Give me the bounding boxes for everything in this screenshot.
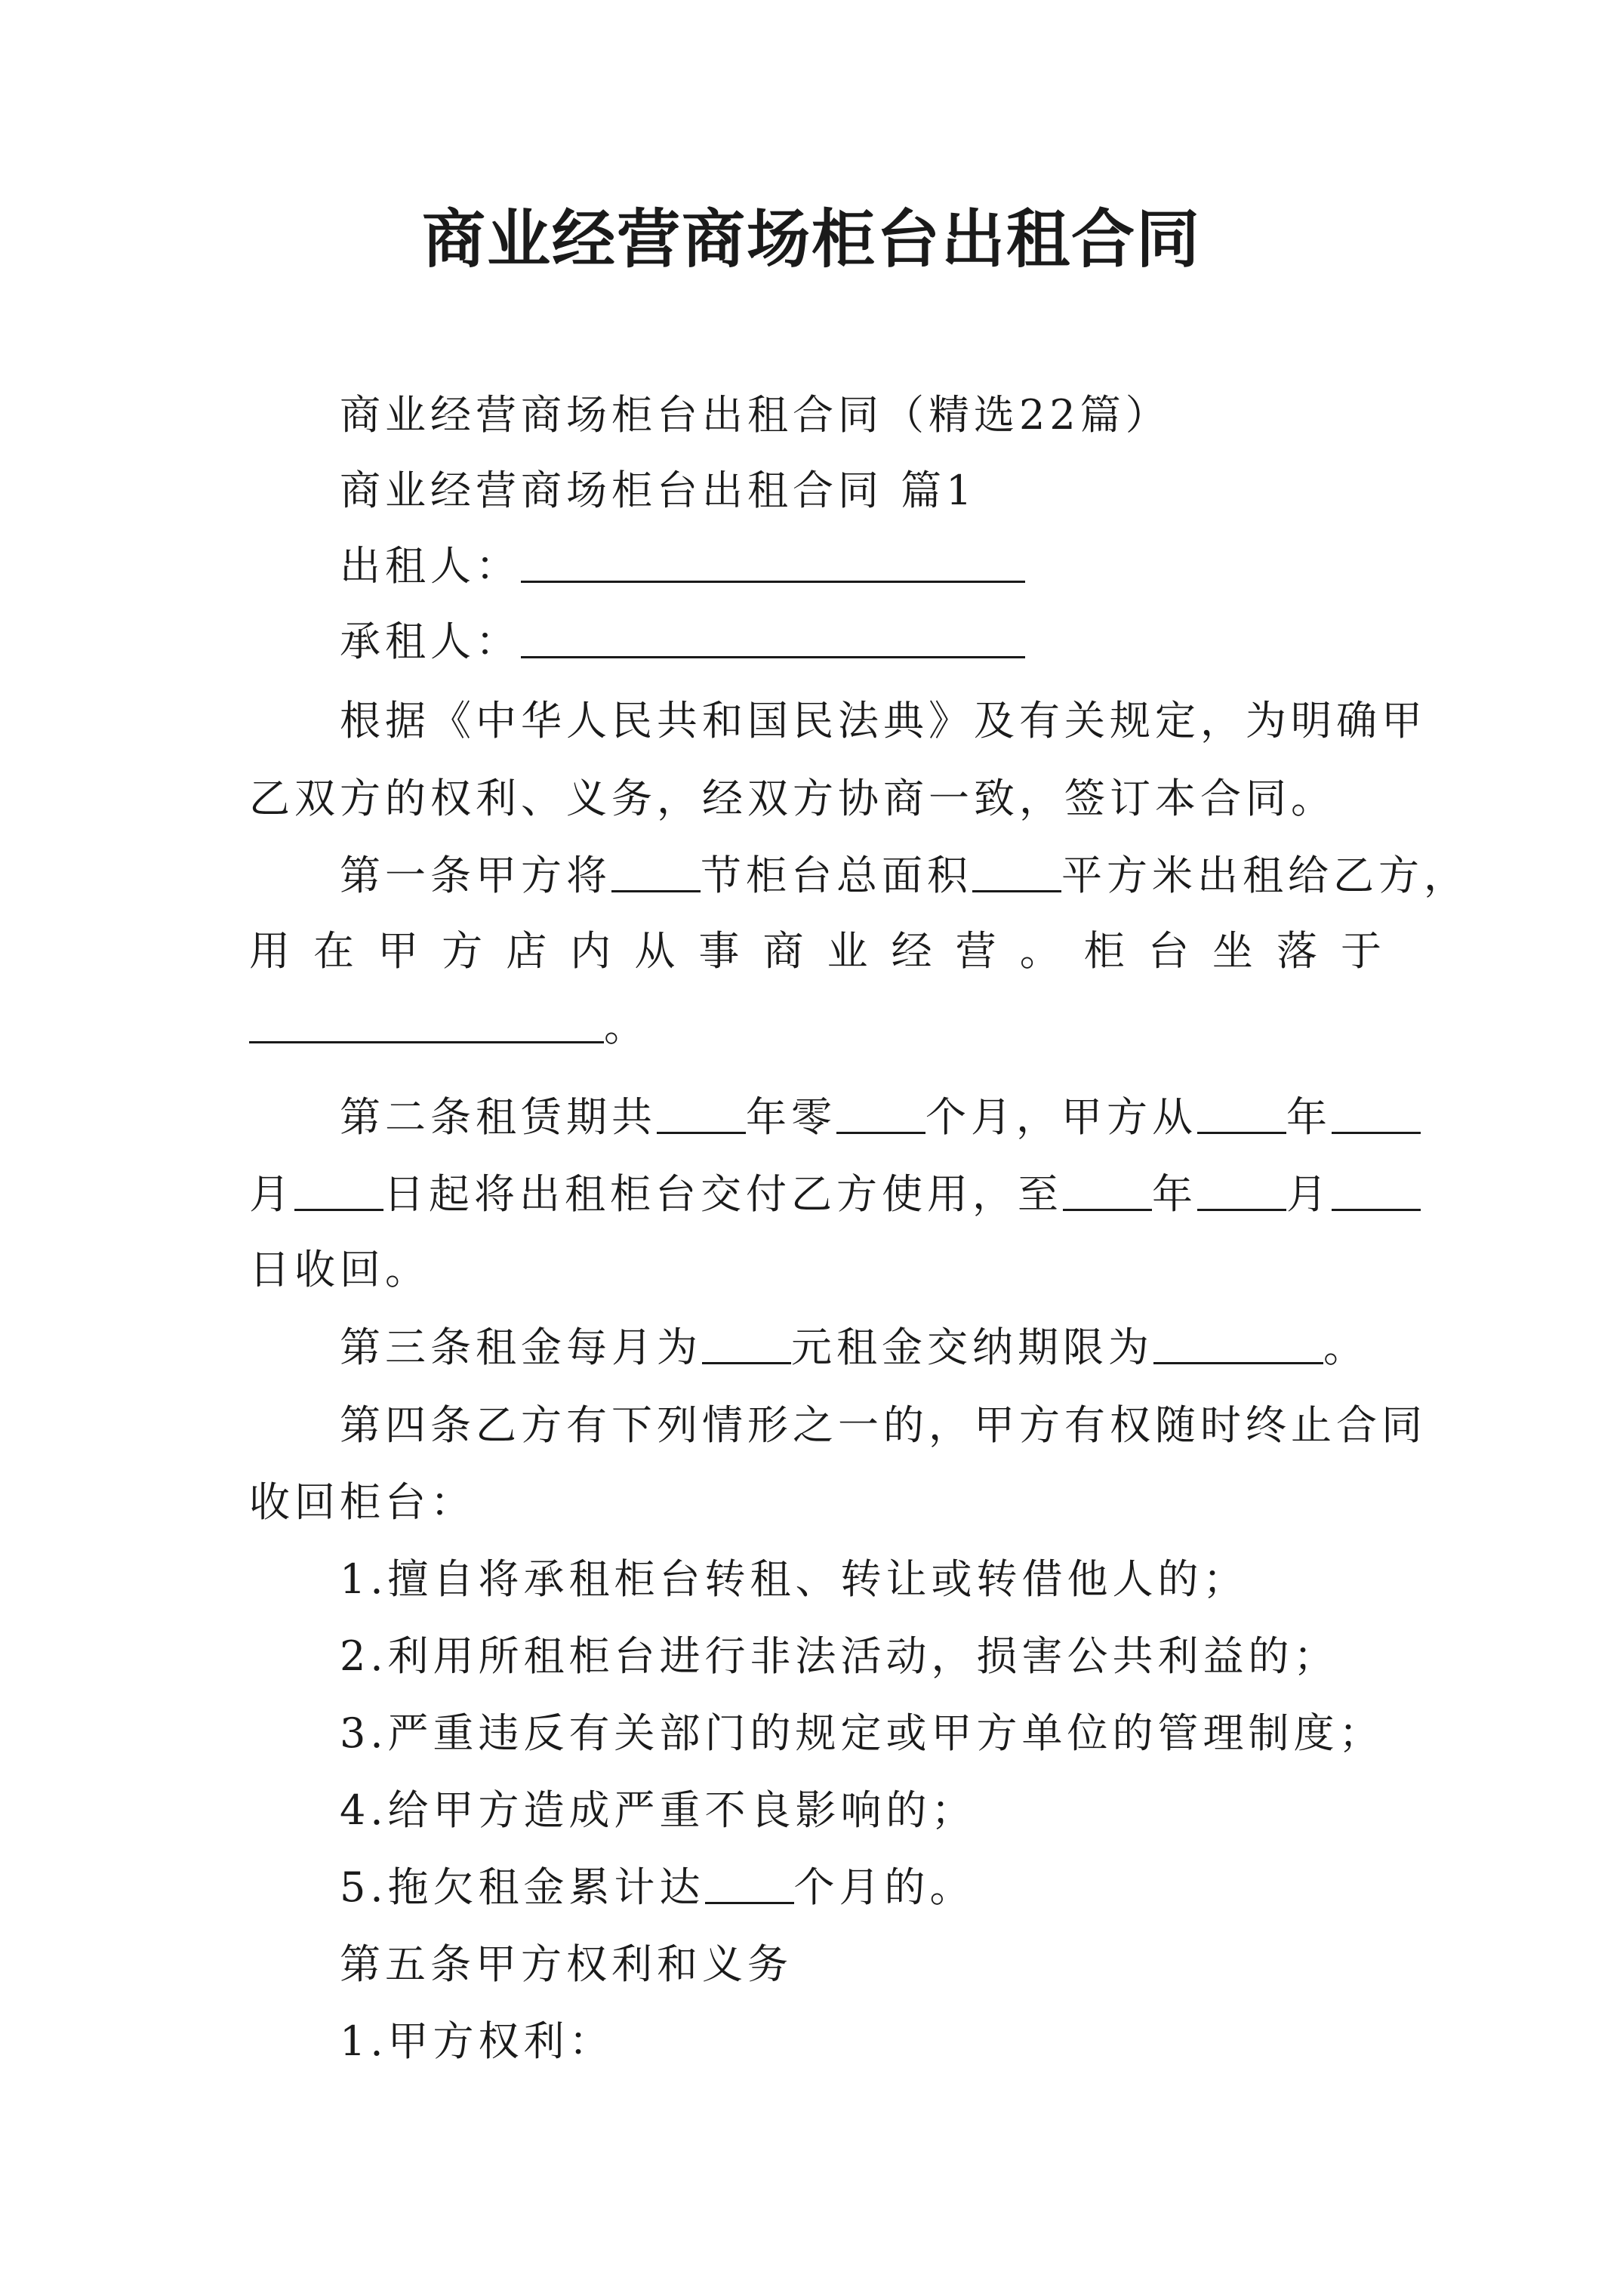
article-1-line-1 xyxy=(340,838,1472,914)
article-2-text-l2b: 日起将出租柜台交付乙方使用，至 xyxy=(383,1170,1063,1218)
article-4-item-5-text-a: 5.拖欠租金累计达 xyxy=(340,1863,705,1911)
lessor-label: 出租人： xyxy=(340,542,521,590)
article-1-line-3 xyxy=(249,989,1381,1065)
blank xyxy=(1332,1165,1421,1211)
article-1-text-a: 第一条甲方将 xyxy=(340,852,611,899)
blank xyxy=(836,1088,925,1134)
blank xyxy=(702,1318,791,1364)
blank xyxy=(657,1088,746,1134)
location-blank xyxy=(249,997,604,1043)
blank xyxy=(1063,1165,1152,1211)
blank xyxy=(1197,1088,1286,1134)
article-2-line-1 xyxy=(340,1080,1472,1155)
article-4-line-1: 第四条乙方有下列情形之一的，甲方有权随时终止合同 xyxy=(340,1401,1427,1449)
lessee-line xyxy=(340,604,1472,680)
article-2-line-2 xyxy=(249,1157,1381,1232)
article-2-text-c: 个月，甲方从 xyxy=(925,1093,1197,1141)
blank xyxy=(972,846,1061,892)
article-2-year: 年 xyxy=(1152,1170,1197,1218)
article-4-item-3: 3.严重违反有关部门的规定或甲方单位的管理制度； xyxy=(340,1709,1384,1757)
article-1-line-2: 用在甲方店内从事商业经营。柜台坐落于 xyxy=(249,927,1381,975)
article-2-month-2: 月 xyxy=(1286,1170,1332,1218)
article-3-line xyxy=(340,1310,1472,1385)
article-3-text-a: 第三条租金每月为 xyxy=(340,1324,702,1371)
blank xyxy=(705,1858,794,1904)
blank xyxy=(1197,1165,1286,1211)
blank xyxy=(294,1165,383,1211)
article-4-item-4: 4.给甲方造成严重不良影响的； xyxy=(340,1786,977,1834)
article-3-text-b: 元租金交纳期限为 xyxy=(791,1324,1153,1371)
blank xyxy=(1332,1088,1421,1134)
article-4-item-5-text-b: 个月的。 xyxy=(793,1863,975,1911)
article-1-text-b: 节柜台总面积 xyxy=(701,852,972,899)
document-subtitle: 商业经营商场柜台出租合同（精选22篇） xyxy=(340,391,1171,439)
article-2-text-a: 第二条租赁期共 xyxy=(340,1093,657,1141)
article-1-end: 。 xyxy=(604,1003,649,1050)
article-3-end: 。 xyxy=(1323,1324,1369,1371)
article-4-item-1: 1.擅自将承租柜台转租、转让或转借他人的； xyxy=(340,1555,1249,1603)
lessee-label: 承租人： xyxy=(340,618,521,665)
section-heading: 商业经营商场柜台出租合同 篇1 xyxy=(340,467,977,514)
blank xyxy=(1153,1318,1323,1364)
blank xyxy=(611,846,701,892)
article-2-text-d: 年 xyxy=(1286,1093,1332,1141)
article-4-line-2: 收回柜台： xyxy=(249,1478,476,1526)
article-1-text-c: 平方米出租给乙方， xyxy=(1061,852,1469,899)
intro-line-2: 乙双方的权利、义务，经双方协商一致，签订本合同。 xyxy=(249,775,1336,822)
lessor-line xyxy=(340,529,1472,604)
article-4-item-5 xyxy=(340,1850,1472,1925)
article-2-month: 月 xyxy=(249,1170,294,1218)
intro-line-1: 根据《中华人民共和国民法典》及有关规定，为明确甲 xyxy=(340,697,1427,744)
document-title: 商业经营商场柜台出租合同 xyxy=(421,202,1201,276)
article-5-heading: 第五条甲方权利和义务 xyxy=(340,1940,793,1988)
lessor-blank xyxy=(521,537,1025,583)
article-4-item-2: 2.利用所租柜台进行非法活动，损害公共利益的； xyxy=(340,1632,1339,1680)
article-2-line-3: 日收回。 xyxy=(249,1246,430,1293)
article-2-text-b: 年零 xyxy=(746,1093,836,1141)
article-5-item-1: 1.甲方权利： xyxy=(340,2017,614,2065)
lessee-blank xyxy=(521,612,1025,658)
